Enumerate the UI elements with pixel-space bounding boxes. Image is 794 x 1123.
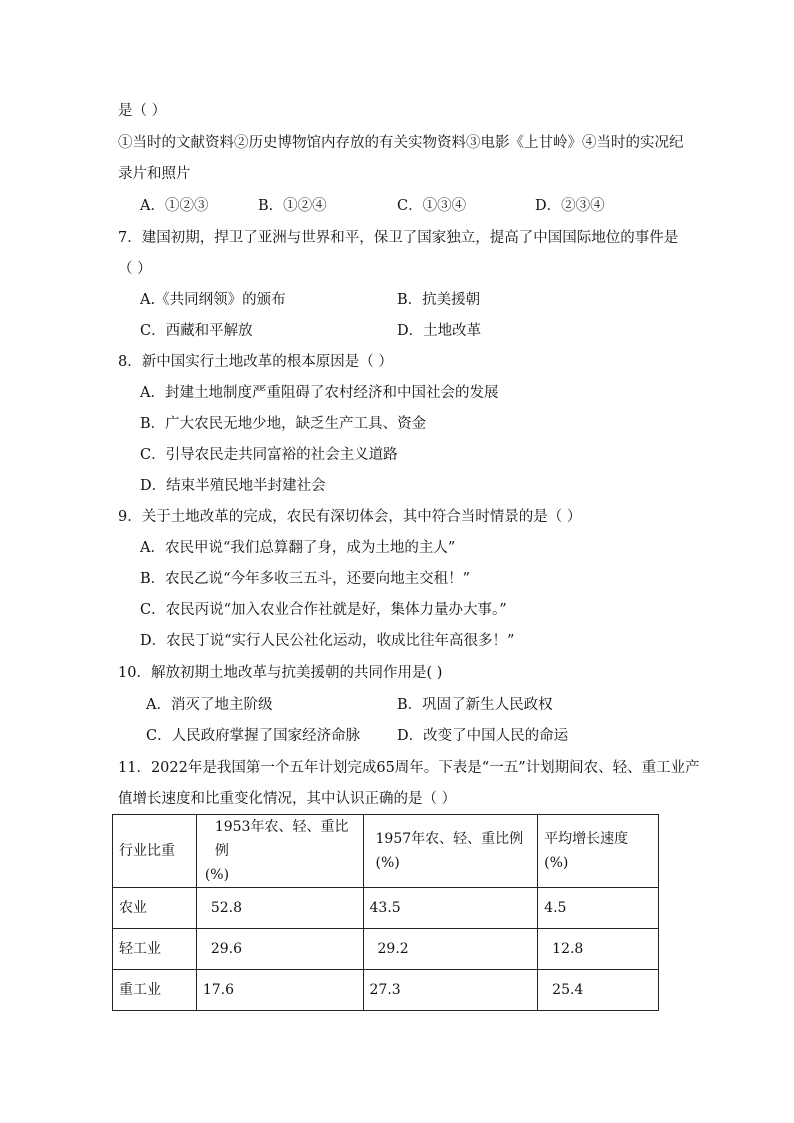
cell-1957: 27.3 xyxy=(363,970,538,1011)
q7-option-a[interactable]: A.《共同纲领》的颁布 xyxy=(140,292,286,308)
q11-data-table xyxy=(112,814,659,1011)
q6-materials-line-2: 录片和照片 xyxy=(118,166,191,182)
q7-stem-line-2: （ ） xyxy=(118,261,152,277)
q10-option-d[interactable]: D．改变了中国人民的命运 xyxy=(397,728,569,744)
q9-option-d[interactable]: D．农民丁说“实行人民公社化运动，收成比往年高很多！” xyxy=(140,633,515,649)
table-row xyxy=(113,970,659,1011)
q11-stem-line-2: 值增长速度和比重变化情况，其中认识正确的是（ ） xyxy=(118,791,457,807)
q8-option-c[interactable]: C．引导农民走共同富裕的社会主义道路 xyxy=(140,447,398,463)
table-row xyxy=(113,929,659,970)
cell-growth: 25.4 xyxy=(538,970,659,1011)
q6-option-d[interactable]: D．②③④ xyxy=(535,198,605,214)
q6-option-a[interactable]: A．①②③ xyxy=(140,198,209,214)
q10-option-c[interactable]: C．人民政府掌握了国家经济命脉 xyxy=(146,728,361,744)
q9-option-c[interactable]: C．农民丙说“加入农业合作社就是好，集体力量办大事。” xyxy=(140,602,507,618)
q10-option-b[interactable]: B．巩固了新生人民政权 xyxy=(397,697,553,713)
q8-option-d[interactable]: D．结束半殖民地半封建社会 xyxy=(140,478,326,494)
header-1953: 1953年农、轻、重比例 (%) xyxy=(196,815,363,888)
q8-option-a[interactable]: A．封建土地制度严重阻碍了农村经济和中国社会的发展 xyxy=(140,385,499,401)
q6-option-c[interactable]: C．①③④ xyxy=(397,198,467,214)
q7-stem-line-1: 7．建国初期，捍卫了亚洲与世界和平，保卫了国家独立，提高了中国国际地位的事件是 xyxy=(118,230,679,246)
q11-stem-line-1: 11．2022年是我国第一个五年计划完成65周年。下表是“一五”计划期间农、轻、重工业产 xyxy=(118,760,700,776)
q10-stem: 10．解放初期土地改革与抗美援朝的共同作用是( ) xyxy=(118,665,443,681)
cell-growth: 12.8 xyxy=(538,929,659,970)
cell-1953: 29.6 xyxy=(196,929,363,970)
q9-option-a[interactable]: A．农民甲说“我们总算翻了身，成为土地的主人” xyxy=(140,540,456,556)
cell-industry: 重工业 xyxy=(113,970,197,1011)
q10-option-a[interactable]: A．消灭了地主阶级 xyxy=(146,697,273,713)
q9-option-b[interactable]: B．农民乙说“今年多收三五斗，还要向地主交租！” xyxy=(140,571,470,587)
q7-option-d[interactable]: D．土地改革 xyxy=(397,323,482,339)
cell-1957: 43.5 xyxy=(363,888,538,929)
cell-industry: 农业 xyxy=(113,888,197,929)
table-header-row xyxy=(113,815,659,888)
q7-option-b[interactable]: B．抗美援朝 xyxy=(397,292,481,308)
q8-stem: 8．新中国实行土地改革的根本原因是（ ） xyxy=(118,354,393,370)
cell-1957: 29.2 xyxy=(363,929,538,970)
cell-1953: 52.8 xyxy=(196,888,363,929)
q6-option-b[interactable]: B．①②④ xyxy=(258,198,327,214)
q8-option-b[interactable]: B．广大农民无地少地，缺乏生产工具、资金 xyxy=(140,416,427,432)
cell-industry: 轻工业 xyxy=(113,929,197,970)
cell-growth: 4.5 xyxy=(538,888,659,929)
table-row xyxy=(113,888,659,929)
cell-1953: 17.6 xyxy=(196,970,363,1011)
header-1957: 1957年农、轻、重比例(%) xyxy=(363,815,538,888)
q6-materials-line-1: ①当时的文献资料②历史博物馆内存放的有关实物资料③电影《上甘岭》④当时的实况纪 xyxy=(118,135,684,151)
q9-stem: 9．关于土地改革的完成，农民有深切体会，其中符合当时情景的是（ ） xyxy=(118,509,582,525)
header-growth: 平均增长速度 (%) xyxy=(538,815,659,888)
q7-option-c[interactable]: C．西藏和平解放 xyxy=(140,323,253,339)
header-industry: 行业比重 xyxy=(113,815,197,888)
q6-stem-end: 是（ ） xyxy=(118,103,167,119)
